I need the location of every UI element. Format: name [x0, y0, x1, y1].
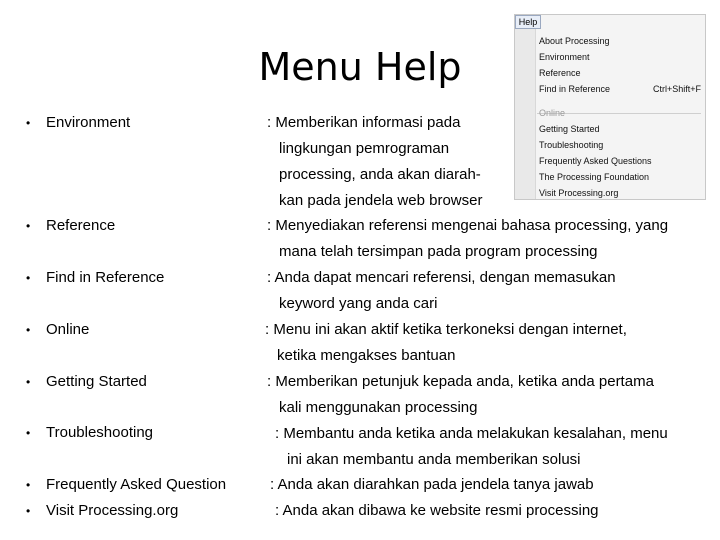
- term-reference: Reference: [46, 217, 116, 234]
- menu-item-label: The Processing Foundation: [539, 172, 650, 182]
- desc-line: kan pada jendela web browser: [279, 192, 483, 209]
- term-online: Online: [46, 321, 90, 338]
- desc-online: [265, 317, 627, 369]
- desc-find-in-reference: [267, 265, 616, 317]
- term-find-in-reference: Find in Reference: [46, 269, 165, 286]
- page-title: Menu Help: [258, 45, 462, 89]
- desc-line: processing, anda akan diarah-: [279, 166, 481, 183]
- desc-reference: [267, 213, 668, 265]
- help-menubar-item[interactable]: Help: [515, 15, 541, 29]
- menu-item-label: Reference: [539, 68, 581, 78]
- desc-line: : Anda dapat mencari referensi, dengan memasukan: [267, 269, 616, 286]
- menu-item-getting-started[interactable]: [539, 121, 701, 137]
- desc-line: : Menyediakan referensi mengenai bahasa processing, yang: [267, 217, 669, 234]
- menu-item-reference[interactable]: [539, 65, 701, 81]
- desc-environment: [267, 110, 482, 214]
- menu-item-label: About Processing: [539, 36, 610, 46]
- menu-item-label: Getting Started: [539, 124, 600, 134]
- bullet: •: [26, 271, 31, 285]
- desc-faq: [270, 472, 594, 498]
- desc-line: : Anda akan dibawa ke website resmi processing: [275, 502, 599, 519]
- menu-item-troubleshooting[interactable]: [539, 137, 701, 153]
- desc-line: kali menggunakan processing: [279, 399, 478, 416]
- menu-item-label: Find in Reference: [539, 84, 611, 94]
- term-faq: Frequently Asked Question: [46, 476, 227, 493]
- desc-line: : Memberikan petunjuk kepada anda, ketika anda pertama: [267, 373, 654, 390]
- bullet: •: [26, 426, 31, 440]
- desc-line: : Memberikan informasi pada: [267, 114, 461, 131]
- menu-item-label: Frequently Asked Questions: [539, 156, 652, 166]
- desc-getting-started: [267, 369, 654, 421]
- bullet: •: [26, 504, 31, 518]
- desc-visit-processing: [275, 498, 599, 524]
- bullet: •: [26, 219, 31, 233]
- menu-item-label: Online: [539, 108, 566, 118]
- desc-line: : Menu ini akan aktif ketika terkoneksi dengan internet,: [265, 321, 627, 338]
- term-visit-processing: Visit Processing.org: [46, 502, 179, 519]
- menu-item-label: Visit Processing.org: [539, 188, 619, 198]
- menu-item-label: Troubleshooting: [539, 140, 604, 150]
- desc-troubleshooting: [275, 421, 668, 473]
- bullet: •: [26, 375, 31, 389]
- desc-line: lingkungan pemrograman: [279, 140, 450, 157]
- menu-item-shortcut: Ctrl+Shift+F: [652, 84, 701, 94]
- term-troubleshooting: Troubleshooting: [46, 424, 154, 441]
- menu-item-processing-foundation[interactable]: [539, 169, 701, 185]
- menu-item-find-in-reference[interactable]: [539, 81, 701, 97]
- menu-item-faq[interactable]: [539, 153, 701, 169]
- menu-item-about[interactable]: [539, 33, 701, 49]
- desc-line: keyword yang anda cari: [279, 295, 438, 312]
- menu-item-label: Environment: [539, 52, 590, 62]
- term-getting-started: Getting Started: [46, 373, 147, 390]
- term-environment: Environment: [46, 114, 131, 131]
- menu-item-online: [539, 105, 701, 121]
- desc-line: ini akan membantu anda memberikan solusi: [287, 451, 581, 468]
- bullet: •: [26, 116, 31, 130]
- desc-line: mana telah tersimpan pada program processing: [279, 243, 598, 260]
- desc-line: : Anda akan diarahkan pada jendela tanya jawab: [270, 476, 594, 493]
- menu-item-visit-processing[interactable]: [539, 185, 701, 201]
- desc-line: ketika mengakses bantuan: [277, 347, 456, 364]
- help-menu-screenshot: [514, 14, 706, 200]
- bullet: •: [26, 323, 31, 337]
- desc-line: : Membantu anda ketika anda melakukan kesalahan, menu: [275, 425, 668, 442]
- bullet: •: [26, 478, 31, 492]
- menu-item-environment[interactable]: [539, 49, 701, 65]
- menu-icon-strip: [515, 29, 536, 199]
